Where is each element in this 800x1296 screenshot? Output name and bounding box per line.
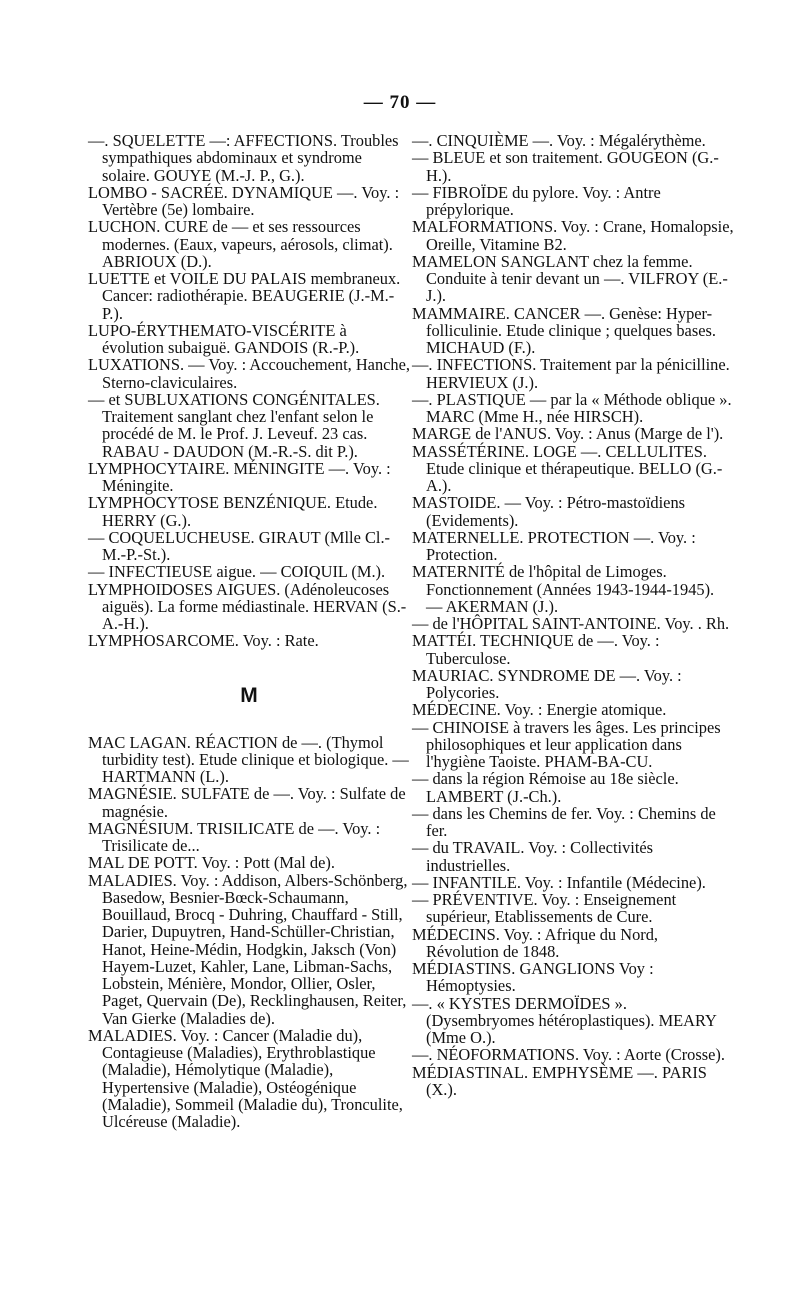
- right-entries: [412, 132, 734, 1098]
- index-entry: — FIBROÏDE du pylore. Voy. : Antre prépylorique.: [412, 182, 661, 219]
- index-entry: LUETTE et VOILE DU PALAIS membraneux. Cancer: radiothérapie. BEAUGERIE (J.-M.-P.).: [88, 269, 401, 323]
- index-entry: MÉDIASTINAL. EMPHYSÈME —. PARIS (X.).: [412, 1062, 707, 1099]
- index-entry: — et SUBLUXATIONS CONGÉNITALES. Traitement sanglant chez l'enfant selon le procédé de M. le Prof. J. Leveuf. 23 cas. RABAU - DAUDON (M.-R.-S. dit P.).: [88, 389, 380, 461]
- index-entry: MAC LAGAN. RÉACTION de —. (Thymol turbidity test). Etude clinique et biologique. — HARTMANN (L.).: [88, 732, 409, 786]
- index-entry: MAURIAC. SYNDROME DE —. Voy. : Polycories.: [412, 665, 682, 702]
- page-number: — 70 —: [363, 92, 437, 113]
- index-entry: MASSÉTÉRINE. LOGE —. CELLULITES. Etude clinique et thérapeutique. BELLO (G.-A.).: [412, 441, 723, 495]
- index-entry: —. SQUELETTE —: AFFECTIONS. Troubles sympathiques abdominaux et syndrome solaire. GOUYE (M.-J. P., G.).: [88, 131, 399, 185]
- index-entry: MAGNÉSIUM. TRISILICATE de —. Voy. : Trisilicate de...: [88, 818, 381, 855]
- index-entry: —. NÉOFORMATIONS. Voy. : Aorte (Crosse).: [412, 1045, 725, 1065]
- index-entry: — BLEUE et son traitement. GOUGEON (G.-H.).: [412, 148, 719, 185]
- index-entry: LYMPHOCYTAIRE. MÉNINGITE —. Voy. : Méningite.: [88, 458, 391, 495]
- index-entry: LUPO-ÉRYTHEMATO-VISCÉRITE à évolution subaiguë. GANDOIS (R.-P.).: [88, 320, 360, 357]
- index-entry: —. PLASTIQUE — par la « Méthode oblique ». MARC (Mme H., née HIRSCH).: [412, 389, 732, 426]
- left-column: [88, 132, 410, 1130]
- index-entry: MALADIES. Voy. : Addison, Albers-Schönberg, Basedow, Besnier-Bœck-Schaumann, Bouillaud, Brocq - Duhring, Chauffard - Still, Darier, Dupuytren, Hand-Schüller-Christian, Hanot, Heine-Médin, Hodgkin, Jaksch (Von) Hayem-Luzet, Kahler, Lane, Libman-Sachs, Lobstein, Ménière, Mondor, Ollier, Osler, Paget, Quervain (De), Recklinghausen, Reiter, Van Gierke (Maladies de).: [88, 870, 408, 1028]
- right-column: [412, 132, 734, 1098]
- index-entry: MAL DE POTT. Voy. : Pott (Mal de).: [88, 853, 335, 873]
- index-entry: MALADIES. Voy. : Cancer (Maladie du), Contagieuse (Maladies), Erythroblastique (Maladie), Hémolytique (Maladie), Hypertensive (Maladie), Ostéogénique (Maladie), Sommeil (Maladie du), Tronculite, Ulcéreuse (Maladie).: [88, 1025, 403, 1131]
- index-entry: — CHINOISE à travers les âges. Les principes philosophiques et leur application dans l'hygiène Taoiste. PHAM-BA-CU.: [412, 717, 721, 771]
- entries-after-section: [88, 734, 410, 1131]
- index-entry: — INFANTILE. Voy. : Infantile (Médecine).: [412, 872, 706, 892]
- index-entry: —. « KYSTES DERMOÏDES ». (Dysembryomes hétéroplastiques). MEARY (Mme O.).: [412, 993, 717, 1047]
- index-entry: MÉDECINS. Voy. : Afrique du Nord, Révolution de 1848.: [412, 924, 659, 961]
- index-entry: LOMBO - SACRÉE. DYNAMIQUE —. Voy. : Vertèbre (5e) lombaire.: [88, 182, 400, 219]
- index-entry: — de l'HÔPITAL SAINT-ANTOINE. Voy. . Rh.: [412, 614, 730, 633]
- index-entry: — du TRAVAIL. Voy. : Collectivités industrielles.: [412, 838, 654, 875]
- index-entry: LYMPHOSARCOME. Voy. : Rate.: [88, 631, 319, 651]
- index-entry: MÉDIASTINS. GANGLIONS Voy : Hémoptysies.: [412, 959, 654, 996]
- index-entry: —. INFECTIONS. Traitement par la pénicilline. HERVIEUX (J.).: [412, 355, 730, 392]
- index-entry: LYMPHOIDOSES AIGUES. (Adénoleucoses aiguës). La forme médiastinale. HERVAN (S.-A.-H.).: [88, 579, 407, 633]
- index-entry: MARGE de l'ANUS. Voy. : Anus (Marge de l').: [412, 424, 724, 444]
- index-entry: —. CINQUIÈME —. Voy. : Mégalérythème.: [412, 131, 706, 150]
- index-entry: MÉDECINE. Voy. : Energie atomique.: [412, 700, 667, 720]
- index-entry: — INFECTIEUSE aigue. — COIQUIL (M.).: [88, 562, 386, 582]
- index-entry: LYMPHOCYTOSE BENZÉNIQUE. Etude. HERRY (G.).: [88, 493, 378, 530]
- index-entry: MATERNITÉ de l'hôpital de Limoges. Fonctionnement (Années 1943-1944-1945). — AKERMAN (J.).: [412, 562, 715, 616]
- index-entry: MAGNÉSIE. SULFATE de —. Voy. : Sulfate de magnésie.: [88, 784, 406, 821]
- index-entry: MALFORMATIONS. Voy. : Crane, Homalopsie, Oreille, Vitamine B2.: [412, 217, 734, 254]
- index-entry: — dans les Chemins de fer. Voy. : Chemins de fer.: [412, 803, 716, 840]
- index-entry: MATTÉI. TECHNIQUE de —. Voy. : Tuberculose.: [412, 631, 660, 668]
- index-entry: MATERNELLE. PROTECTION —. Voy. : Protection.: [412, 527, 696, 564]
- section-letter: M: [240, 683, 258, 707]
- index-entry: — COQUELUCHEUSE. GIRAUT (Mlle Cl.-M.-P.-St.).: [88, 527, 391, 564]
- index-entry: MAMELON SANGLANT chez la femme. Conduite à tenir devant un —. VILFROY (E.-J.).: [412, 251, 728, 306]
- index-entry: LUCHON. CURE de — et ses ressources modernes. (Eaux, vapeurs, aérosols, climat). ABRIOUX (D.).: [88, 217, 393, 271]
- index-entry: MASTOIDE. — Voy. : Pétro-mastoïdiens (Evidements).: [412, 493, 686, 530]
- index-entry: — PRÉVENTIVE. Voy. : Enseignement supérieur, Etablissements de Cure.: [412, 890, 677, 927]
- index-entry: — dans la région Rémoise au 18e siècle. LAMBERT (J.-Ch.).: [412, 769, 679, 806]
- index-entry: MAMMAIRE. CANCER —. Genèse: Hyper-folliculinie. Etude clinique ; quelques bases. MICHAUD (F.).: [412, 303, 716, 357]
- index-entry: LUXATIONS. — Voy. : Accouchement, Hanche, Sterno-claviculaires.: [88, 355, 410, 392]
- entries-before-section: [88, 132, 410, 650]
